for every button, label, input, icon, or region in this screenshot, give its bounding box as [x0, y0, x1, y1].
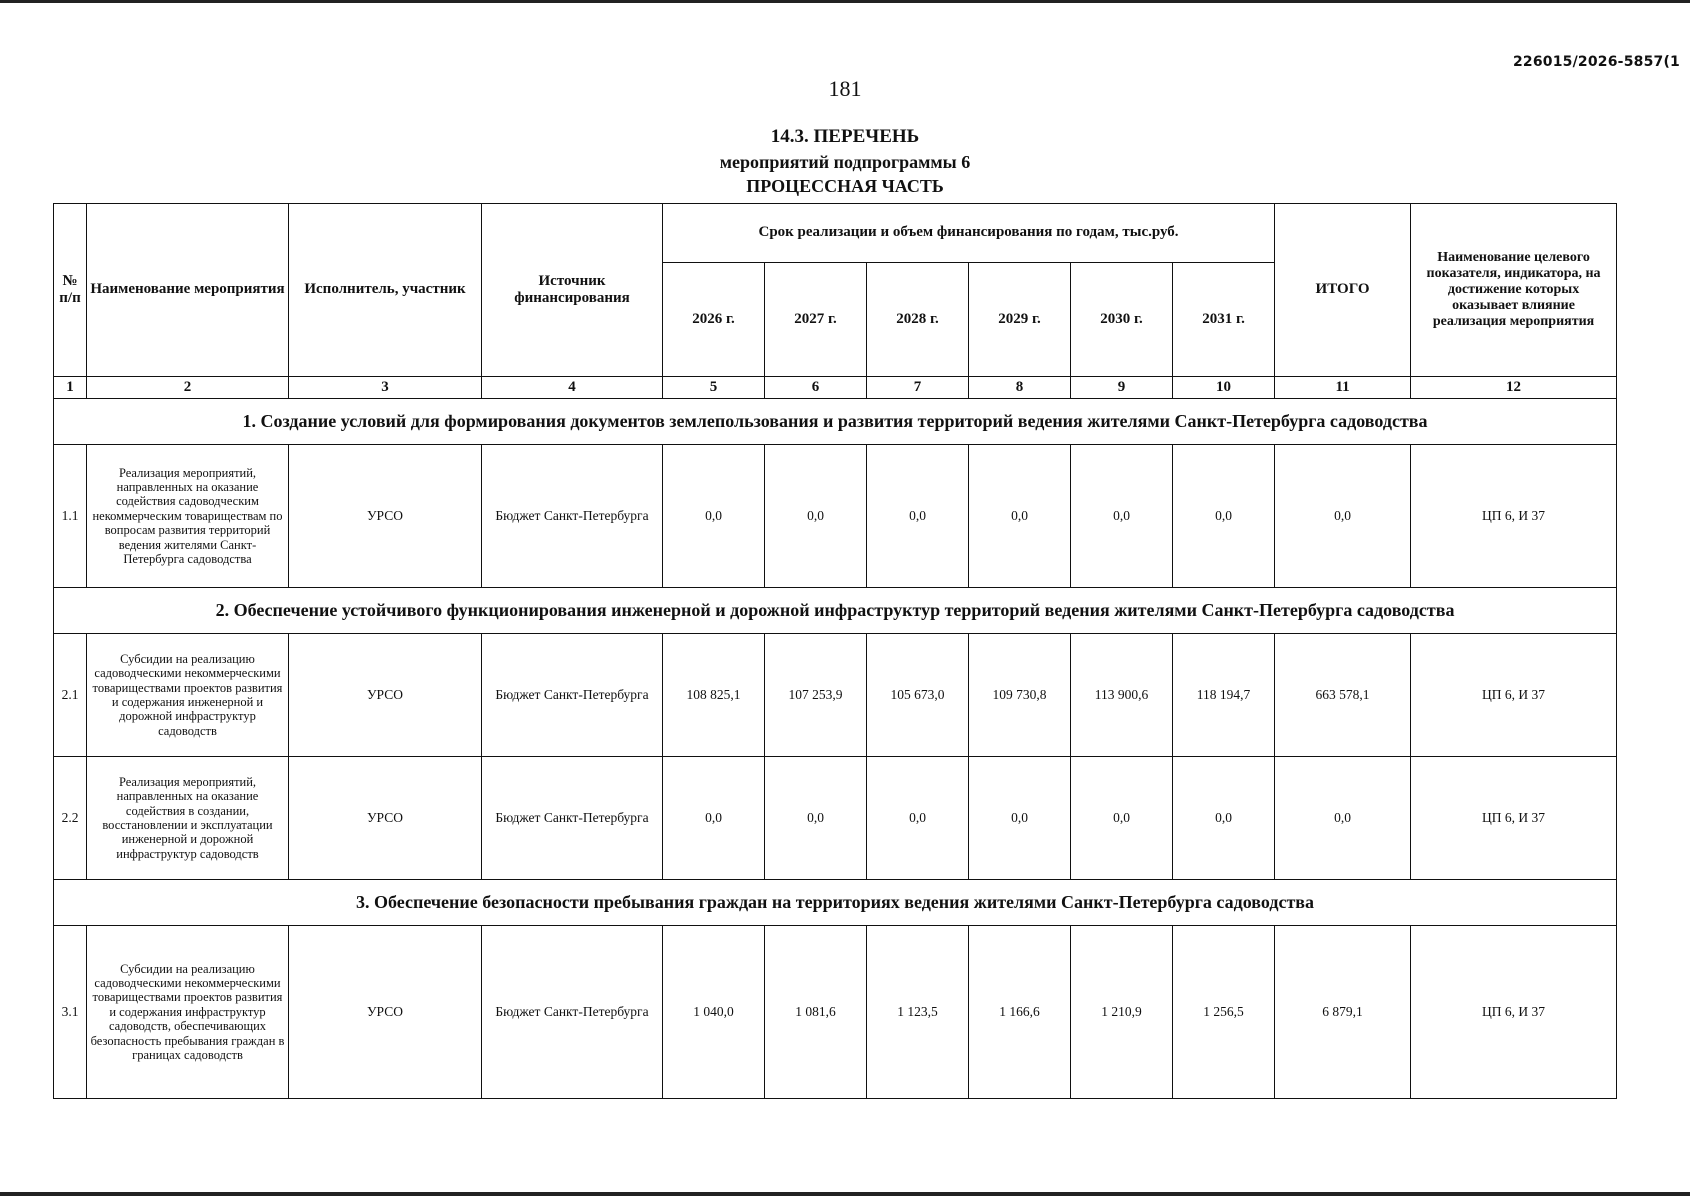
year-value: 0,0 [663, 757, 765, 880]
year-value: 0,0 [765, 445, 867, 588]
header-year: 2031 г. [1173, 263, 1275, 377]
executor: УРСО [289, 757, 482, 880]
indicator: ЦП 6, И 37 [1411, 445, 1617, 588]
row-number: 2.1 [54, 634, 87, 757]
row-number: 2.2 [54, 757, 87, 880]
column-number: 3 [289, 377, 482, 399]
document-title: 14.3. ПЕРЕЧЕНЬ [770, 126, 920, 147]
executor: УРСО [289, 634, 482, 757]
activity-name: Реализация мероприятий, направленных на оказание содействия в создании, восстановлении и эксплуатации инженерной и дорожной инфраструктур садоводств [87, 757, 289, 880]
column-number: 2 [87, 377, 289, 399]
year-value: 0,0 [1071, 757, 1173, 880]
indicator: ЦП 6, И 37 [1411, 757, 1617, 880]
page-number: 181 [828, 76, 862, 101]
year-value: 105 673,0 [867, 634, 969, 757]
header-year: 2030 г. [1071, 263, 1173, 377]
header-year: 2029 г. [969, 263, 1071, 377]
table-row [54, 445, 1617, 588]
year-value: 107 253,9 [765, 634, 867, 757]
column-number: 5 [663, 377, 765, 399]
year-value: 0,0 [1071, 445, 1173, 588]
column-number: 10 [1173, 377, 1275, 399]
column-number: 9 [1071, 377, 1173, 399]
year-value: 0,0 [663, 445, 765, 588]
year-value: 0,0 [867, 757, 969, 880]
year-value: 0,0 [969, 757, 1071, 880]
year-value: 1 040,0 [663, 926, 765, 1099]
activity-name: Субсидии на реализацию садоводческими некоммерческими товариществами проектов развития и содержания инфраструктур садоводств, обеспечивающих безопасность пребывания граждан в границах садоводств [87, 926, 289, 1099]
year-value: 0,0 [969, 445, 1071, 588]
header-source: Источник финансирования [482, 204, 663, 377]
year-value: 1 210,9 [1071, 926, 1173, 1099]
column-number: 11 [1275, 377, 1411, 399]
header-year: 2028 г. [867, 263, 969, 377]
row-number: 3.1 [54, 926, 87, 1099]
year-value: 1 081,6 [765, 926, 867, 1099]
header-period: Срок реализации и объем финансирования по годам, тыс.руб. [663, 204, 1275, 263]
table-row [54, 634, 1617, 757]
column-number: 7 [867, 377, 969, 399]
document-registration-code: 226015/2026-5857(1 [1512, 54, 1680, 70]
column-number: 8 [969, 377, 1071, 399]
header-year: 2026 г. [663, 263, 765, 377]
section-title: 2. Обеспечение устойчивого функционирования инженерной и дорожной инфраструктур территорий ведения жителями Санкт-Петербурга садоводства [54, 588, 1617, 634]
header-total: ИТОГО [1275, 204, 1411, 377]
document-part: ПРОЦЕССНАЯ ЧАСТЬ [746, 176, 944, 196]
funding-source: Бюджет Санкт-Петербурга [482, 634, 663, 757]
year-value: 1 166,6 [969, 926, 1071, 1099]
year-value: 0,0 [1173, 757, 1275, 880]
total-value: 6 879,1 [1275, 926, 1411, 1099]
column-number: 12 [1411, 377, 1617, 399]
year-value: 1 256,5 [1173, 926, 1275, 1099]
year-value: 108 825,1 [663, 634, 765, 757]
year-value: 0,0 [1173, 445, 1275, 588]
scan-top-border [0, 0, 1690, 3]
column-number: 4 [482, 377, 663, 399]
table-row [54, 926, 1617, 1099]
header-num: № п/п [54, 204, 87, 377]
funding-source: Бюджет Санкт-Петербурга [482, 757, 663, 880]
row-number: 1.1 [54, 445, 87, 588]
section-title: 1. Создание условий для формирования документов землепользования и развития территорий ведения жителями Санкт-Петербурга садоводства [54, 399, 1617, 445]
year-value: 118 194,7 [1173, 634, 1275, 757]
year-value: 109 730,8 [969, 634, 1071, 757]
total-value: 0,0 [1275, 445, 1411, 588]
executor: УРСО [289, 445, 482, 588]
total-value: 0,0 [1275, 757, 1411, 880]
year-value: 113 900,6 [1071, 634, 1173, 757]
activity-name: Субсидии на реализацию садоводческими некоммерческими товариществами проектов развития и содержания инженерной и дорожной инфраструктур садоводств [87, 634, 289, 757]
indicator: ЦП 6, И 37 [1411, 634, 1617, 757]
indicator: ЦП 6, И 37 [1411, 926, 1617, 1099]
funding-source: Бюджет Санкт-Петербурга [482, 926, 663, 1099]
section-title: 3. Обеспечение безопасности пребывания граждан на территориях ведения жителями Санкт-Петербурга садоводства [54, 880, 1617, 926]
header-executor: Исполнитель, участник [289, 204, 482, 377]
year-value: 0,0 [765, 757, 867, 880]
year-value: 1 123,5 [867, 926, 969, 1099]
activities-table [53, 203, 1617, 1099]
header-year: 2027 г. [765, 263, 867, 377]
executor: УРСО [289, 926, 482, 1099]
header-name: Наименование мероприятия [87, 204, 289, 377]
table-row [54, 757, 1617, 880]
header-indicator: Наименование целевого показателя, индикатора, на достижение которых оказывает влияние реализация мероприятия [1411, 204, 1617, 377]
activity-name: Реализация мероприятий, направленных на оказание содействия садоводческим некоммерческим товариществам по вопросам развития территорий ведения жителями Санкт-Петербурга садоводства [87, 445, 289, 588]
column-number: 6 [765, 377, 867, 399]
year-value: 0,0 [867, 445, 969, 588]
scan-bottom-border [0, 1192, 1690, 1196]
funding-source: Бюджет Санкт-Петербурга [482, 445, 663, 588]
column-number: 1 [54, 377, 87, 399]
total-value: 663 578,1 [1275, 634, 1411, 757]
document-subtitle: мероприятий подпрограммы 6 [719, 152, 971, 172]
